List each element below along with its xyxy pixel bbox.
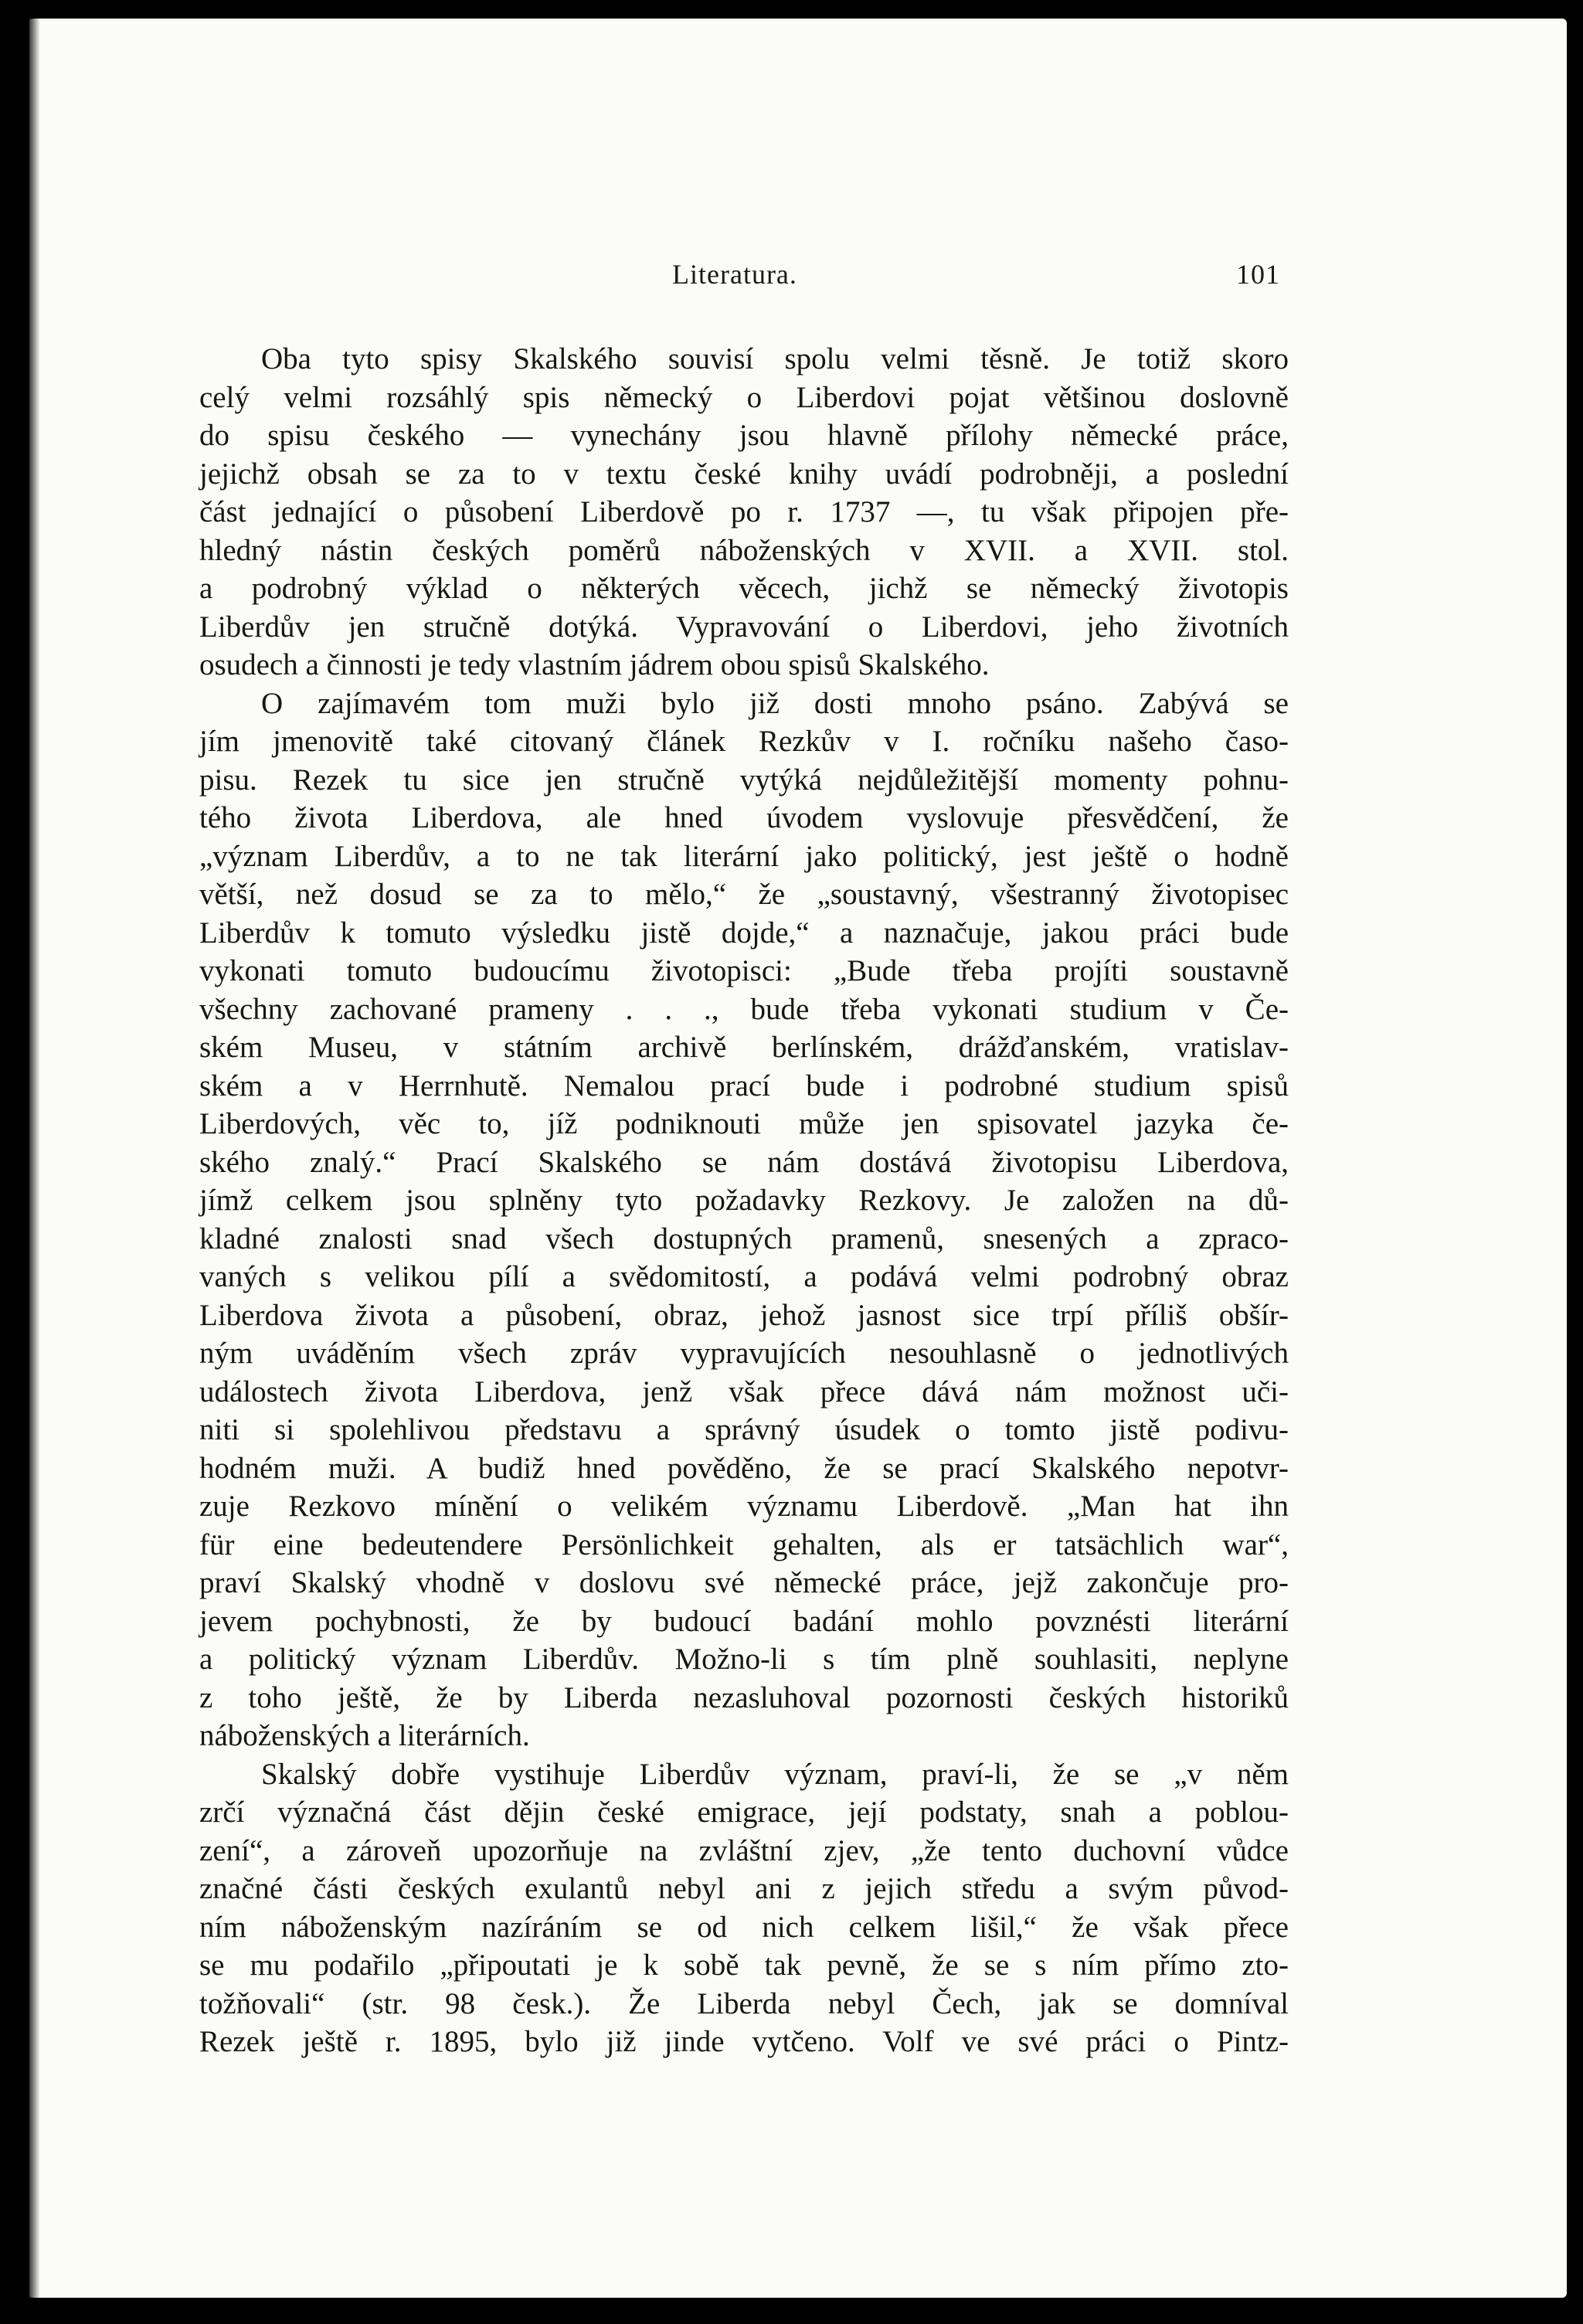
text-line: zrčí význačná část dějin české emigrace, její podstaty, snah a poblou- xyxy=(199,1796,1289,1829)
text-line: praví Skalský vhodně v doslovu své německé práce, jejž zakončuje pro- xyxy=(199,1566,1289,1599)
text-line: jejichž obsah se za to v textu české knihy uvádí podrobněji, a poslední xyxy=(199,457,1289,491)
text-line: tožňovali“ (str. 98 česk.). Že Liberda nebyl Čech, jak se domníval xyxy=(199,1986,1289,2020)
text-line: z toho ještě, že by Liberda nezasluhoval pozornosti českých historiků xyxy=(199,1680,1289,1714)
text-line: für eine bedeutendere Persönlichkeit gehalten, als er tatsächlich war“, xyxy=(199,1527,1289,1561)
text-line: O zajímavém tom muži bylo již dosti mnoho psáno. Zabývá se xyxy=(261,686,1289,720)
text-line: všechny zachované prameny . . ., bude třeba vykonati studium v Če- xyxy=(199,992,1289,1026)
text-line: jevem pochybnosti, že by budoucí badání mohlo povznésti literární xyxy=(199,1604,1289,1638)
text-line: Liberdův jen stručně dotýká. Vypravování o Liberdovi, jeho životních xyxy=(199,610,1289,644)
text-line: vykonati tomuto budoucímu životopisci: „Bude třeba projíti soustavně xyxy=(199,954,1289,987)
text-line: a podrobný výklad o některých věcech, jichž se německý životopis xyxy=(199,572,1289,605)
text-line: ském Museu, v státním archivě berlínském, drážďanském, vratislav- xyxy=(199,1031,1289,1064)
text-line: vaných s velikou pílí a svědomitostí, a podává velmi podrobný obraz xyxy=(199,1260,1289,1293)
text-line: Liberdových, věc to, jíž podniknouti může jen spisovatel jazyka če- xyxy=(199,1107,1289,1140)
text-line: náboženských a literárních. xyxy=(199,1719,530,1752)
text-line: Oba tyto spisy Skalského souvisí spolu velmi těsně. Je totiž skoro xyxy=(261,342,1289,375)
text-line: „význam Liberdův, a to ne tak literární jako politický, jest ještě o hodně xyxy=(199,839,1289,873)
text-line: jímž celkem jsou splněny tyto požadavky Rezkovy. Je založen na dů- xyxy=(199,1184,1289,1217)
text-line: Liberdova života a působení, obraz, jehož jasnost sice trpí příliš obšír- xyxy=(199,1298,1289,1332)
page-number: 101 xyxy=(1236,259,1280,290)
text-line: Skalský dobře vystihuje Liberdův význam, praví-li, že se „v něm xyxy=(261,1757,1289,1791)
text-line: hledný nástin českých poměrů náboženských v XVII. a XVII. stol. xyxy=(199,533,1289,567)
text-line: značné části českých exulantů nebyl ani z jejich středu a svým původ- xyxy=(199,1872,1289,1905)
text-line: ným uváděním všech zpráv vypravujících nesouhlasně o jednotlivých xyxy=(199,1337,1289,1370)
text-line: zení“, a zároveň upozorňuje na zvláštní zjev, „že tento duchovní vůdce xyxy=(199,1833,1289,1867)
text-line: kladné znalosti snad všech dostupných pramenů, snesených a zpraco- xyxy=(199,1221,1289,1255)
text-line: ním náboženským nazíráním se od nich celkem lišil,“ že však přece xyxy=(199,1910,1289,1944)
page-edge-shadow xyxy=(29,19,40,2298)
text-line: celý velmi rozsáhlý spis německý o Liberdovi pojat většinou doslovně xyxy=(199,380,1289,414)
text-line: tého života Liberdova, ale hned úvodem vyslovuje přesvědčení, že xyxy=(199,801,1289,834)
page-header xyxy=(0,258,1583,297)
text-line: do spisu českého — vynechány jsou hlavně přílohy německé práce, xyxy=(199,419,1289,452)
text-line: osudech a činnosti je tedy vlastním jádrem obou spisů Skalského. xyxy=(199,648,990,681)
body-text xyxy=(199,340,1289,2061)
text-line: hodném muži. A budiž hned pověděno, že se prací Skalského nepotvr- xyxy=(199,1451,1289,1485)
text-line: zuje Rezkovo mínění o velikém významu Liberdově. „Man hat ihn xyxy=(199,1490,1289,1523)
text-line: a politický význam Liberdův. Možno-li s tím plně souhlasiti, neplyne xyxy=(199,1643,1289,1676)
running-title: Literatura. xyxy=(672,259,797,290)
text-line: ského znalý.“ Prací Skalského se nám dostává životopisu Liberdova, xyxy=(199,1145,1289,1179)
text-line: událostech života Liberdova, jenž však přece dává nám možnost uči- xyxy=(199,1374,1289,1408)
text-line: se mu podařilo „připoutati je k sobě tak pevně, že se s ním přímo zto- xyxy=(199,1949,1289,1982)
text-line: Rezek ještě r. 1895, bylo již jinde vytčeno. Volf ve své práci o Pintz- xyxy=(199,2025,1289,2058)
text-line: Liberdův k tomuto výsledku jistě dojde,“ a naznačuje, jakou práci bude xyxy=(199,916,1289,950)
text-line: část jednající o působení Liberdově po r. 1737 —, tu však připojen pře- xyxy=(199,495,1289,528)
text-line: niti si spolehlivou představu a správný úsudek o tomto jistě podivu- xyxy=(199,1413,1289,1446)
text-line: ském a v Herrnhutě. Nemalou prací bude i podrobné studium spisů xyxy=(199,1069,1289,1103)
text-line: větší, než dosud se za to mělo,“ že „soustavný, všestranný životopisec xyxy=(199,878,1289,911)
text-line: pisu. Rezek tu sice jen stručně vytýká nejdůležitější momenty pohnu- xyxy=(199,763,1289,797)
text-line: jím jmenovitě také citovaný článek Rezkův v I. ročníku našeho časo- xyxy=(199,725,1289,758)
